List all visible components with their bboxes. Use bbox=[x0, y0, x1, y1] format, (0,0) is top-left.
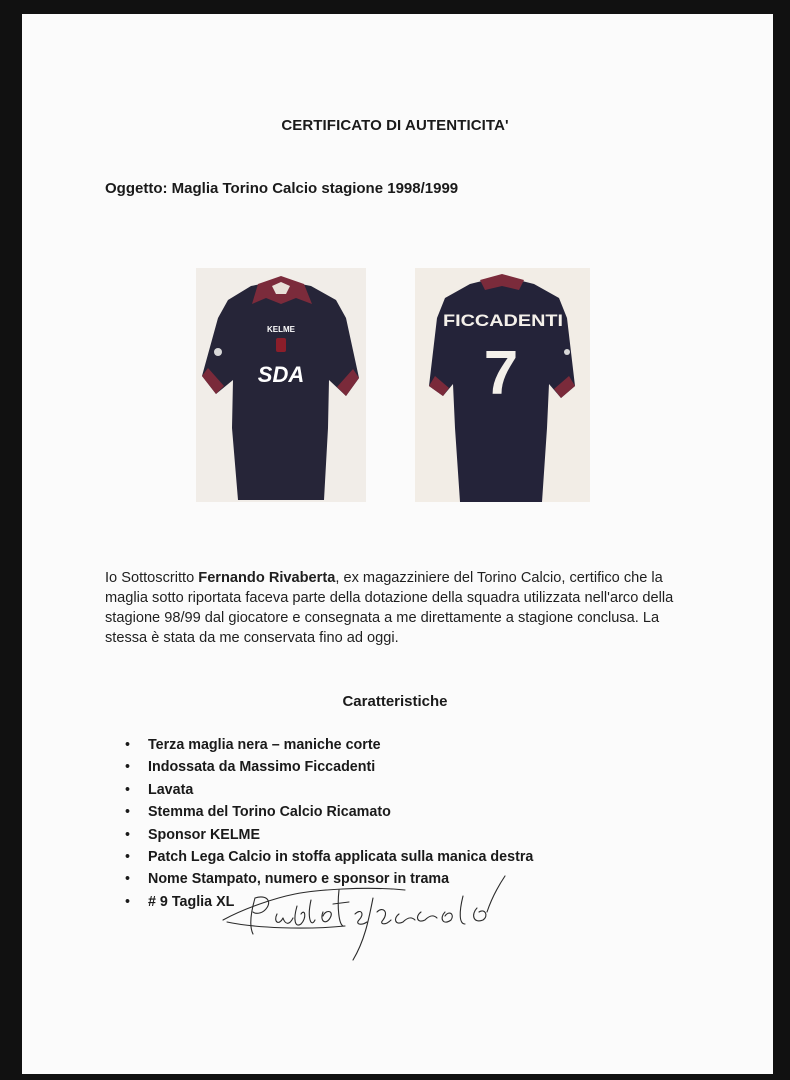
bullet-icon: • bbox=[125, 893, 131, 910]
list-item bbox=[125, 826, 533, 848]
bullet-icon: • bbox=[125, 871, 131, 888]
feature-text: Terza maglia nera – maniche corte bbox=[148, 737, 381, 753]
feature-text: Sponsor KELME bbox=[148, 826, 260, 843]
shirt-back-name: FICCADENTI bbox=[443, 311, 563, 330]
handwritten-signature bbox=[215, 868, 535, 973]
certificate-title: CERTIFICATO DI AUTENTICITA' bbox=[281, 117, 509, 134]
lega-calcio-patch-icon bbox=[564, 349, 570, 355]
bullet-icon: • bbox=[125, 759, 131, 776]
bullet-icon: • bbox=[125, 781, 131, 798]
list-item bbox=[125, 803, 533, 825]
subject-line: Oggetto: Maglia Torino Calcio stagione 1998/1999 bbox=[105, 180, 459, 197]
shirt-back-photo bbox=[415, 268, 590, 502]
list-item bbox=[125, 848, 533, 870]
bullet-icon: • bbox=[125, 848, 131, 865]
bullet-icon: • bbox=[125, 737, 131, 753]
certification-paragraph bbox=[105, 568, 700, 648]
bullet-icon: • bbox=[125, 804, 131, 821]
feature-text: Lavata bbox=[148, 781, 194, 798]
feature-text: Patch Lega Calcio in stoffa applicata sulla manica destra bbox=[148, 848, 534, 865]
list-item bbox=[125, 736, 533, 758]
feature-text: Indossata da Massimo Ficcadenti bbox=[148, 759, 376, 776]
shirt-front-sponsor: SDA bbox=[257, 362, 305, 387]
shirt-back-number: 7 bbox=[483, 339, 519, 408]
feature-text: Nome Stampato, numero e sponsor in trama bbox=[148, 871, 450, 888]
feature-text: # 9 Taglia XL bbox=[148, 893, 235, 910]
paragraph-body: , ex magazziniere del Torino Calcio, certifico che la maglia sotto riportata faceva parte della dotazione della squadra utilizzata nell'arco della stagione 98/99 dal giocatore e consegnata a me direttamente a stagione conclusa. La stessa è stata da me conservata fino ad oggi. bbox=[105, 570, 674, 646]
bullet-icon: • bbox=[125, 826, 131, 843]
torino-crest-icon bbox=[276, 338, 286, 352]
features-heading: Caratteristiche bbox=[342, 693, 448, 710]
shirt-front-brand: KELME bbox=[267, 325, 295, 334]
list-item bbox=[125, 781, 533, 803]
feature-text: Stemma del Torino Calcio Ricamato bbox=[148, 804, 391, 821]
lega-calcio-patch-icon bbox=[214, 348, 222, 356]
shirt-front-photo bbox=[196, 268, 366, 502]
signer-name: Fernando Rivaberta bbox=[198, 570, 336, 586]
list-item bbox=[125, 758, 533, 780]
paragraph-intro: Io Sottoscritto bbox=[105, 570, 199, 586]
